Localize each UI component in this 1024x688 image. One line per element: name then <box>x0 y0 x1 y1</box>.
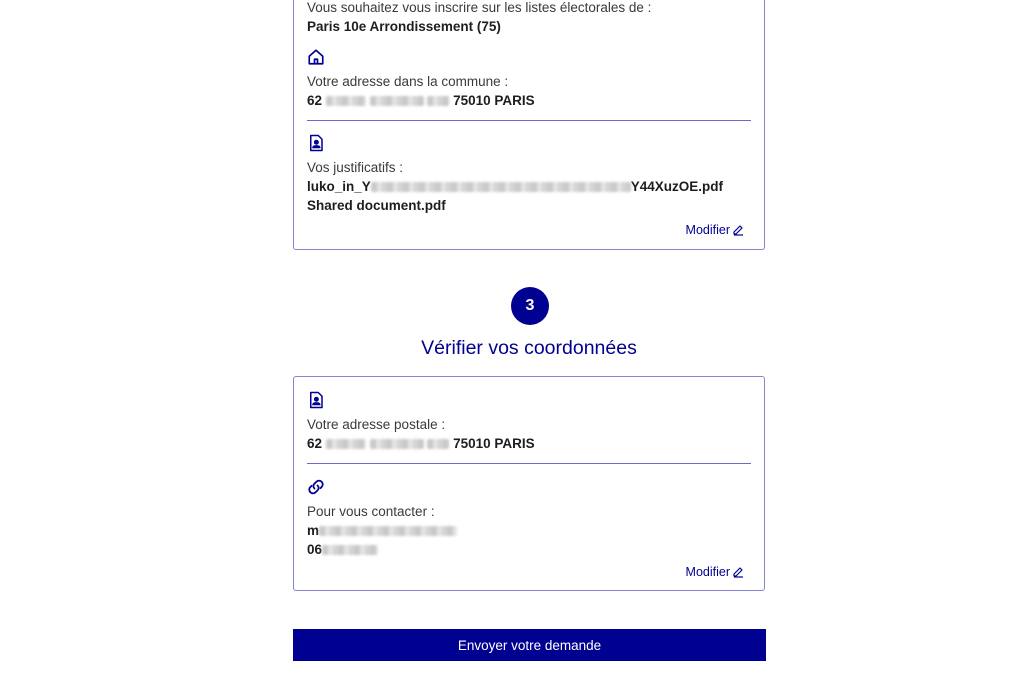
contact-email-prefix: m <box>307 523 320 538</box>
document-icon <box>307 391 325 409</box>
redacted-street-2 <box>370 439 424 449</box>
redacted-street-2 <box>370 96 424 106</box>
document-file-1-prefix: luko_in_Y <box>307 179 371 194</box>
postal-address-section <box>307 391 751 453</box>
contact-phone-prefix: 06 <box>307 542 323 557</box>
modify-documents-button[interactable] <box>686 223 744 237</box>
redacted-street-3 <box>427 96 449 106</box>
address-number: 62 <box>307 93 323 108</box>
document-file-1 <box>307 177 751 196</box>
documents-section <box>307 134 751 215</box>
contact-summary-card <box>293 376 765 591</box>
address-section <box>307 48 751 110</box>
redacted-street-1 <box>326 96 366 106</box>
contact-label: Pour vous contacter : <box>307 504 435 519</box>
pencil-icon <box>732 566 744 578</box>
redacted-phone <box>322 545 378 555</box>
contact-section <box>307 478 751 559</box>
redacted-street-1 <box>326 439 366 449</box>
redacted-filename <box>371 182 631 192</box>
address-label: Votre adresse dans la commune : <box>307 74 509 89</box>
contact-phone <box>307 540 751 559</box>
link-icon <box>307 478 325 496</box>
modify-contact-button[interactable] <box>686 565 744 579</box>
commune-name: Paris 10e Arrondissement (75) <box>307 19 501 34</box>
redacted-street-3 <box>427 439 449 449</box>
address-value <box>307 91 751 110</box>
document-icon <box>307 134 325 152</box>
inscription-summary-card <box>293 0 765 250</box>
documents-label: Vos justificatifs : <box>307 160 404 175</box>
step-title: Vérifier vos coordonnées <box>421 337 637 359</box>
modify-label: Modifier <box>685 223 730 237</box>
section-divider <box>307 120 751 121</box>
commune-intro-label: Vous souhaitez vous inscrire sur les listes électorales de : <box>307 0 652 15</box>
postal-address-postal: 75010 PARIS <box>453 436 535 451</box>
submit-request-button[interactable]: Envoyer votre demande <box>293 629 766 661</box>
postal-address-value <box>307 434 751 453</box>
commune-section <box>307 0 751 36</box>
pencil-icon <box>732 224 744 236</box>
home-icon <box>307 48 325 66</box>
step-number-badge: 3 <box>511 287 549 325</box>
postal-address-number: 62 <box>307 436 323 451</box>
address-postal: 75010 PARIS <box>453 93 535 108</box>
contact-email <box>307 521 751 540</box>
document-file-2: Shared document.pdf <box>307 198 446 213</box>
document-file-1-suffix: Y44XuzOE.pdf <box>630 179 724 194</box>
modify-label: Modifier <box>685 565 730 579</box>
postal-address-label: Votre adresse postale : <box>307 417 446 432</box>
redacted-email <box>319 526 457 536</box>
section-divider <box>307 463 751 464</box>
